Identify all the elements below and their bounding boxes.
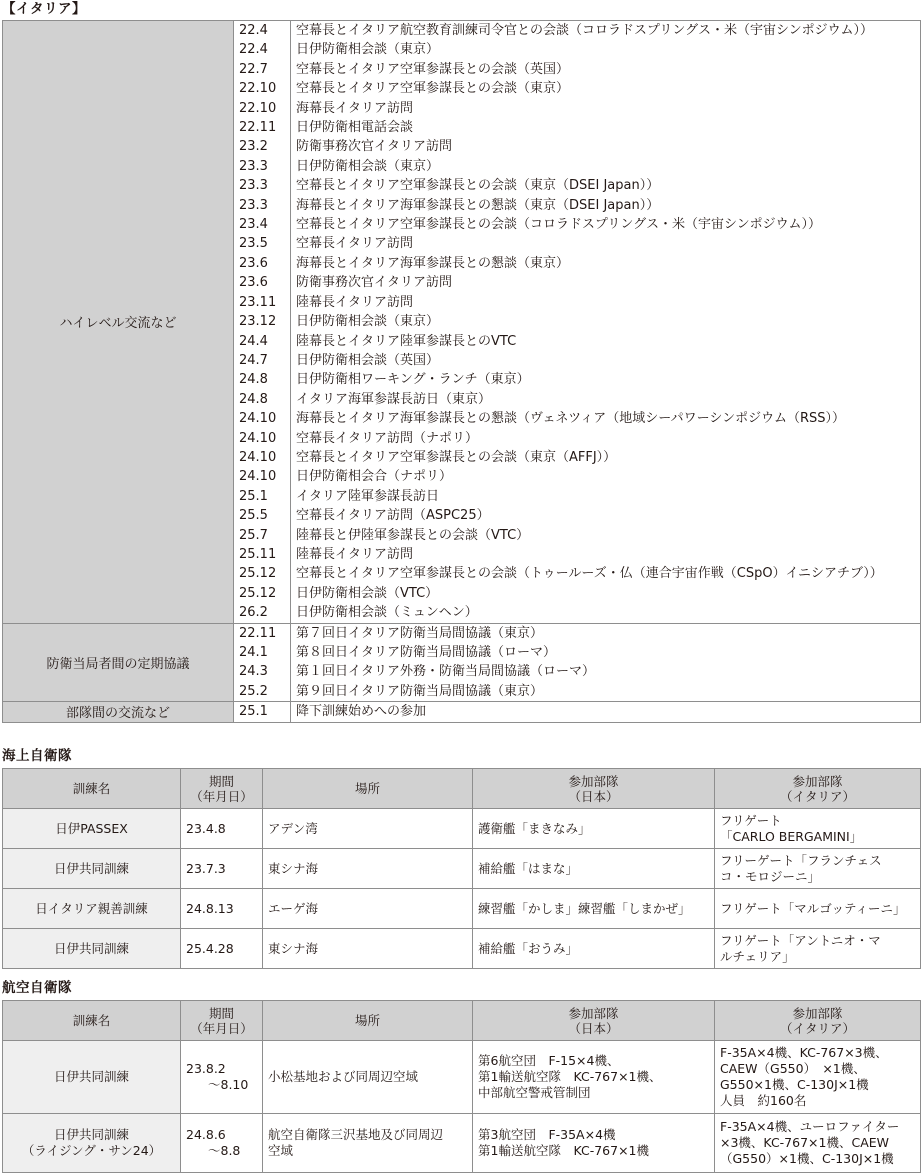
units-italy bbox=[715, 1114, 921, 1173]
exercise-period bbox=[181, 1114, 263, 1173]
exercise-name bbox=[3, 1114, 181, 1173]
event-date: 25.7 bbox=[234, 526, 291, 545]
table-row bbox=[3, 929, 921, 969]
event-date: 24.4 bbox=[234, 332, 291, 351]
units-italy-line: ルチェリア」 bbox=[720, 948, 795, 964]
exercise-name: 日伊PASSEX bbox=[3, 809, 181, 849]
event-description: イタリア海軍参謀長訪日（東京） bbox=[291, 390, 921, 409]
event-date: 23.2 bbox=[234, 137, 291, 156]
event-date: 25.1 bbox=[234, 487, 291, 506]
event-date: 24.8 bbox=[234, 390, 291, 409]
event-date: 24.10 bbox=[234, 409, 291, 428]
event-description: 日伊防衛相会談（ミュンヘン） bbox=[291, 603, 921, 623]
units-italy bbox=[715, 1041, 921, 1114]
event-date: 24.10 bbox=[234, 429, 291, 448]
event-date: 23.11 bbox=[234, 293, 291, 312]
header-exercise-name: 訓練名 bbox=[3, 1001, 181, 1041]
event-description: 空幕長とイタリア空軍参謀長との会談（英国） bbox=[291, 60, 921, 79]
event-date: 23.3 bbox=[234, 176, 291, 195]
period-from: 23.8.2 bbox=[186, 1061, 226, 1076]
cell-line: F-35A×4機、ユーロファイター bbox=[720, 1119, 900, 1134]
event-date: 23.6 bbox=[234, 254, 291, 273]
event-date: 24.1 bbox=[234, 643, 291, 662]
header-units-italy: 参加部隊 （イタリア） bbox=[715, 769, 921, 809]
units-italy bbox=[715, 849, 921, 889]
event-date: 24.8 bbox=[234, 370, 291, 389]
period-to: ～8.10 bbox=[208, 1077, 249, 1092]
event-date: 25.11 bbox=[234, 545, 291, 564]
exercise-name bbox=[3, 1041, 181, 1114]
exercise-place: 東シナ海 bbox=[263, 929, 473, 969]
event-description: 陸幕長イタリア訪問 bbox=[291, 293, 921, 312]
cell-line: 小松基地および同周辺空域 bbox=[268, 1069, 419, 1084]
header-period: 期間 （年月日） bbox=[181, 1001, 263, 1041]
exercise-period: 24.8.13 bbox=[181, 889, 263, 929]
event-description: 第１回日イタリア外務・防衛当局間協議（ローマ） bbox=[291, 662, 921, 681]
event-date: 23.3 bbox=[234, 196, 291, 215]
event-description: 第９回日イタリア防衛当局間協議（東京） bbox=[291, 682, 921, 702]
table-row bbox=[3, 623, 921, 643]
units-italy bbox=[715, 889, 921, 929]
event-description: 防衛事務次官イタリア訪問 bbox=[291, 273, 921, 292]
event-description: 海幕長イタリア訪問 bbox=[291, 99, 921, 118]
cell-line: F-35A×4機、KC-767×3機、 bbox=[720, 1045, 888, 1060]
event-date: 26.2 bbox=[234, 603, 291, 623]
event-description: 日伊防衛相会談（東京） bbox=[291, 312, 921, 331]
event-date: 22.7 bbox=[234, 60, 291, 79]
cell-line: ×3機、KC-767×1機、CAEW bbox=[720, 1135, 890, 1150]
event-date: 22.10 bbox=[234, 99, 291, 118]
air-exercise-table bbox=[2, 1000, 921, 1173]
units-italy-line: コ・モロジーニ」 bbox=[720, 868, 821, 884]
event-date: 25.2 bbox=[234, 682, 291, 702]
event-description: 日伊防衛相会合（ナポリ） bbox=[291, 467, 921, 486]
units-italy-line: フリゲート「マルゴッティーニ」 bbox=[720, 900, 906, 916]
event-date: 22.11 bbox=[234, 623, 291, 643]
cell-line: 第6航空団 F-15×4機、 bbox=[478, 1053, 620, 1068]
table-row bbox=[3, 809, 921, 849]
cell-line: 第3航空団 F-35A×4機 bbox=[478, 1127, 616, 1142]
exercise-name: 日伊共同訓練 bbox=[3, 849, 181, 889]
exercise-place: エーゲ海 bbox=[263, 889, 473, 929]
event-description: 日伊防衛相会談（VTC） bbox=[291, 584, 921, 603]
event-date: 25.12 bbox=[234, 584, 291, 603]
event-description: 日伊防衛相会談（東京） bbox=[291, 40, 921, 59]
event-description: 海幕長とイタリア海軍参謀長との懇談（ヴェネツィア（地域シーパワーシンポジウム（RSS）） bbox=[291, 409, 921, 428]
italy-exchange-table bbox=[2, 20, 921, 723]
table-row bbox=[3, 1041, 921, 1114]
event-description: 陸幕長イタリア訪問 bbox=[291, 545, 921, 564]
period-to: ～8.8 bbox=[208, 1143, 241, 1158]
units-japan: 補給艦「はまな」 bbox=[473, 849, 715, 889]
exercise-place bbox=[263, 1041, 473, 1114]
event-description: 陸幕長と伊陸軍参謀長との会談（VTC） bbox=[291, 526, 921, 545]
event-description: 海幕長とイタリア海軍参謀長との懇談（東京（DSEI Japan）） bbox=[291, 196, 921, 215]
event-description: 空幕長イタリア訪問（ナポリ） bbox=[291, 429, 921, 448]
header-place: 場所 bbox=[263, 769, 473, 809]
event-date: 23.5 bbox=[234, 234, 291, 253]
cell-line: 日伊共同訓練 bbox=[53, 1127, 129, 1142]
units-japan bbox=[473, 1041, 715, 1114]
category-cell: 部隊間の交流など bbox=[3, 702, 234, 722]
cell-line: G550×1機、C-130J×1機 bbox=[720, 1077, 869, 1092]
cell-line: 人員 約160名 bbox=[720, 1093, 807, 1108]
exercise-period bbox=[181, 1041, 263, 1114]
units-italy-line: フリゲート「アントニオ・マ bbox=[720, 932, 881, 948]
units-japan: 練習艦「かしま」練習艦「しまかぜ」 bbox=[473, 889, 715, 929]
cell-line: 中部航空警戒管制団 bbox=[478, 1085, 591, 1100]
event-description: 空幕長とイタリア空軍参謀長との会談（トゥールーズ・仏（連合宇宙作戦（CSpO）イニシアチブ）） bbox=[291, 564, 921, 583]
event-date: 22.10 bbox=[234, 79, 291, 98]
exercise-name: 日イタリア親善訓練 bbox=[3, 889, 181, 929]
cell-line: 空域 bbox=[268, 1143, 294, 1158]
exercise-period: 25.4.28 bbox=[181, 929, 263, 969]
event-date: 23.3 bbox=[234, 157, 291, 176]
event-description: 第８回日イタリア防衛当局間協議（ローマ） bbox=[291, 643, 921, 662]
exercise-place: アデン湾 bbox=[263, 809, 473, 849]
event-description: 日伊防衛相ワーキング・ランチ（東京） bbox=[291, 370, 921, 389]
exercise-name: 日伊共同訓練 bbox=[3, 929, 181, 969]
event-description: 陸幕長とイタリア陸軍参謀長とのVTC bbox=[291, 332, 921, 351]
table-row bbox=[3, 889, 921, 929]
cell-line: 第1輸送航空隊 KC-767×1機 bbox=[478, 1143, 649, 1158]
event-description: 空幕長とイタリア空軍参謀長との会談（東京（AFFJ）） bbox=[291, 448, 921, 467]
event-date: 25.12 bbox=[234, 564, 291, 583]
navy-section-title: 海上自衛隊 bbox=[2, 748, 72, 764]
navy-exercise-table bbox=[2, 768, 921, 969]
event-description: 第７回日イタリア防衛当局間協議（東京） bbox=[291, 623, 921, 643]
period-from: 24.8.6 bbox=[186, 1127, 226, 1142]
event-description: 降下訓練始めへの参加 bbox=[291, 702, 921, 722]
table-header-row bbox=[3, 1001, 921, 1041]
units-italy-line: フリゲート bbox=[720, 812, 782, 828]
cell-line: 航空自衛隊三沢基地及び同周辺 bbox=[268, 1127, 444, 1142]
event-date: 24.10 bbox=[234, 448, 291, 467]
event-date: 23.4 bbox=[234, 215, 291, 234]
event-date: 22.4 bbox=[234, 21, 291, 41]
table-row bbox=[3, 1114, 921, 1173]
cell-line: （G550）×1機、C-130J×1機 bbox=[720, 1151, 894, 1166]
table-row bbox=[3, 849, 921, 889]
header-place: 場所 bbox=[263, 1001, 473, 1041]
units-japan bbox=[473, 1114, 715, 1173]
event-date: 23.12 bbox=[234, 312, 291, 331]
header-units-japan: 参加部隊 （日本） bbox=[473, 1001, 715, 1041]
units-italy-line: フリーゲート「フランチェス bbox=[720, 852, 882, 868]
event-date: 24.7 bbox=[234, 351, 291, 370]
event-description: 日伊防衛相電話会談 bbox=[291, 118, 921, 137]
event-date: 25.5 bbox=[234, 506, 291, 525]
event-description: イタリア陸軍参謀長訪日 bbox=[291, 487, 921, 506]
cell-line: （ライジング・サン24） bbox=[21, 1143, 162, 1158]
exercise-place: 東シナ海 bbox=[263, 849, 473, 889]
italy-section-title: 【イタリア】 bbox=[2, 1, 86, 17]
event-description: 防衛事務次官イタリア訪問 bbox=[291, 137, 921, 156]
exercise-period: 23.7.3 bbox=[181, 849, 263, 889]
event-description: 空幕長とイタリア航空教育訓練司令官との会談（コロラドスプリングス・米（宇宙シンポジウム）） bbox=[291, 21, 921, 41]
units-italy-line: 「CARLO BERGAMINI」 bbox=[720, 828, 863, 844]
header-units-italy: 参加部隊 （イタリア） bbox=[715, 1001, 921, 1041]
event-description: 空幕長とイタリア空軍参謀長との会談（東京（DSEI Japan）） bbox=[291, 176, 921, 195]
event-date: 22.4 bbox=[234, 40, 291, 59]
event-date: 22.11 bbox=[234, 118, 291, 137]
header-period: 期間 （年月日） bbox=[181, 769, 263, 809]
cell-line: 第1輸送航空隊 KC-767×1機、 bbox=[478, 1069, 662, 1084]
cell-line: 日伊共同訓練 bbox=[53, 1069, 129, 1084]
units-italy bbox=[715, 809, 921, 849]
header-exercise-name: 訓練名 bbox=[3, 769, 181, 809]
event-description: 空幕長とイタリア空軍参謀長との会談（東京） bbox=[291, 79, 921, 98]
units-japan: 補給艦「おうみ」 bbox=[473, 929, 715, 969]
event-description: 空幕長とイタリア空軍参謀長との会談（コロラドスプリングス・米（宇宙シンポジウム）） bbox=[291, 215, 921, 234]
units-japan: 護衛艦「まきなみ」 bbox=[473, 809, 715, 849]
exercise-period: 23.4.8 bbox=[181, 809, 263, 849]
air-section-title: 航空自衛隊 bbox=[2, 980, 72, 996]
event-date: 24.3 bbox=[234, 662, 291, 681]
units-italy bbox=[715, 929, 921, 969]
category-cell: ハイレベル交流など bbox=[3, 21, 234, 624]
exercise-place bbox=[263, 1114, 473, 1173]
event-description: 海幕長とイタリア海軍参謀長との懇談（東京） bbox=[291, 254, 921, 273]
event-description: 空幕長イタリア訪問 bbox=[291, 234, 921, 253]
event-description: 空幕長イタリア訪問（ASPC25） bbox=[291, 506, 921, 525]
event-date: 24.10 bbox=[234, 467, 291, 486]
category-cell: 防衛当局者間の定期協議 bbox=[3, 623, 234, 702]
table-row bbox=[3, 21, 921, 41]
event-description: 日伊防衛相会談（英国） bbox=[291, 351, 921, 370]
event-description: 日伊防衛相会談（東京） bbox=[291, 157, 921, 176]
header-units-japan: 参加部隊 （日本） bbox=[473, 769, 715, 809]
cell-line: CAEW（G550） ×1機、 bbox=[720, 1061, 866, 1076]
table-header-row bbox=[3, 769, 921, 809]
event-date: 25.1 bbox=[234, 702, 291, 722]
event-date: 23.6 bbox=[234, 273, 291, 292]
table-row bbox=[3, 702, 921, 722]
